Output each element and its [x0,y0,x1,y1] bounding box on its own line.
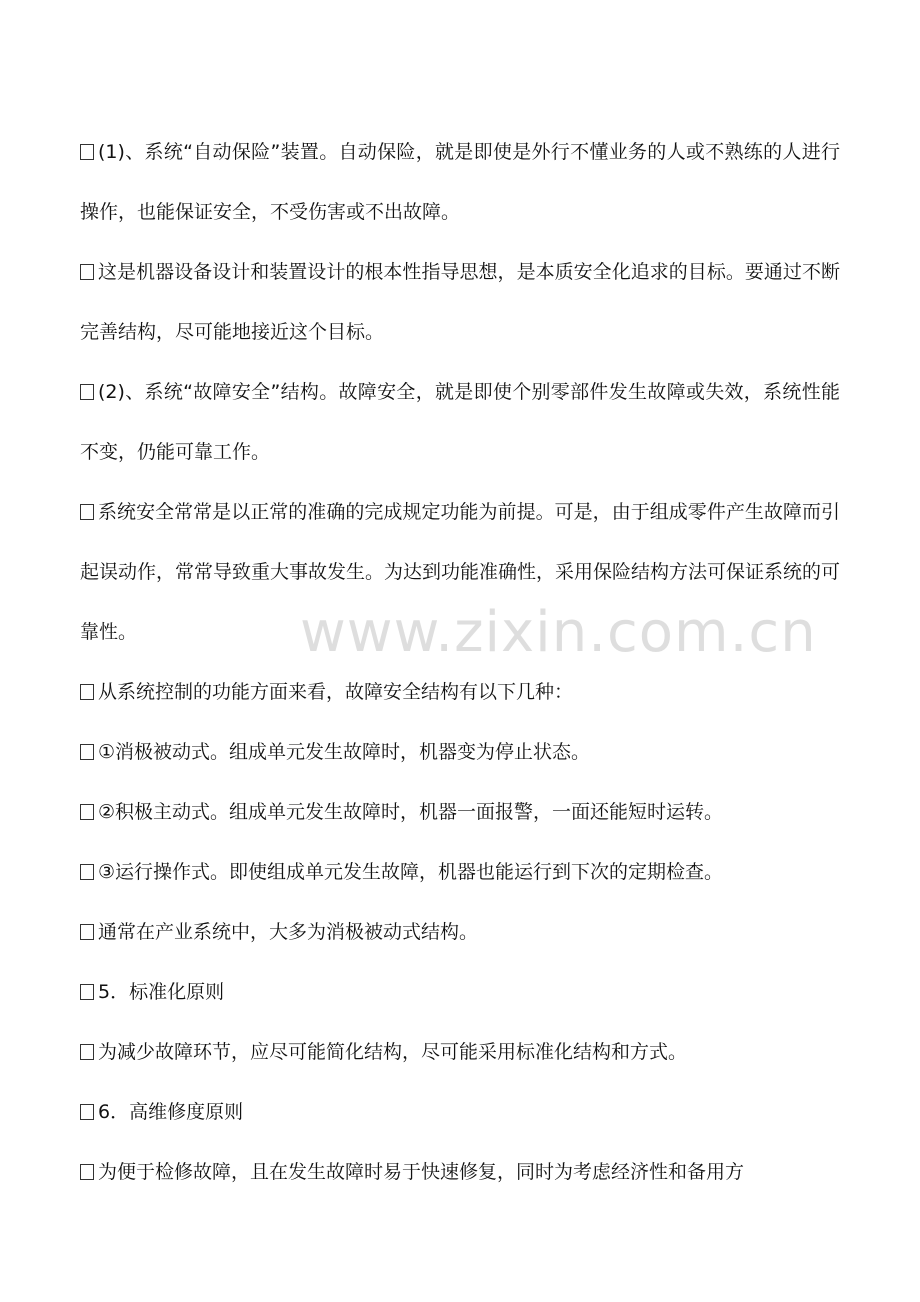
paragraph-6 [80,722,840,782]
paragraph-text: (2)、系统“故障安全”结构。故障安全，就是即使个别零部件发生故障或失效，系统性能不变，仍能可靠工作。 [80,381,840,463]
paragraph-9 [80,902,840,962]
paragraph-11 [80,1022,840,1082]
heading-text: 6．高维修度原则 [98,1101,244,1123]
bullet-box-icon [80,504,94,520]
paragraph-8 [80,842,840,902]
bullet-box-icon [80,1044,94,1060]
bullet-box-icon [80,384,94,400]
document-body [80,122,840,1202]
paragraph-text: ③运行操作式。即使组成单元发生故障，机器也能运行到下次的定期检查。 [98,861,724,883]
bullet-box-icon [80,144,94,160]
section-heading-6 [80,1082,840,1142]
bullet-box-icon [80,864,94,880]
paragraph-text: (1)、系统“自动保险”装置。自动保险，就是即使是外行不懂业务的人或不熟练的人进行操作，也能保证安全，不受伤害或不出故障。 [80,141,840,223]
bullet-box-icon [80,924,94,940]
paragraph-text: 为减少故障环节，应尽可能简化结构，尽可能采用标准化结构和方式。 [98,1041,688,1063]
paragraph-text: 为便于检修故障，且在发生故障时易于快速修复，同时为考虑经济性和备用方 [98,1161,745,1183]
bullet-box-icon [80,684,94,700]
paragraph-text: 从系统控制的功能方面来看，故障安全结构有以下几种： [98,681,574,703]
paragraph-text: 通常在产业系统中，大多为消极被动式结构。 [98,921,479,943]
bullet-box-icon [80,1104,94,1120]
bullet-box-icon [80,1164,94,1180]
paragraph-13 [80,1142,840,1202]
paragraph-4 [80,482,840,662]
bullet-box-icon [80,804,94,820]
heading-text: 5．标准化原则 [98,981,225,1003]
paragraph-3 [80,362,840,482]
paragraph-2 [80,242,840,362]
bullet-box-icon [80,744,94,760]
bullet-box-icon [80,984,94,1000]
paragraph-7 [80,782,840,842]
paragraph-text: ①消极被动式。组成单元发生故障时，机器变为停止状态。 [98,741,591,763]
paragraph-text: 这是机器设备设计和装置设计的根本性指导思想，是本质安全化追求的目标。要通过不断完善结构，尽可能地接近这个目标。 [80,261,840,343]
paragraph-text: 系统安全常常是以正常的准确的完成规定功能为前提。可是，由于组成零件产生故障而引起误动作，常常导致重大事故发生。为达到功能准确性，采用保险结构方法可保证系统的可靠性。 [80,501,841,643]
paragraph-text: ②积极主动式。组成单元发生故障时，机器一面报警，一面还能短时运转。 [98,801,724,823]
bullet-box-icon [80,264,94,280]
watermark: www.zixin.com.cn [300,600,817,665]
section-heading-5 [80,962,840,1022]
paragraph-5 [80,662,840,722]
paragraph-1 [80,122,840,242]
